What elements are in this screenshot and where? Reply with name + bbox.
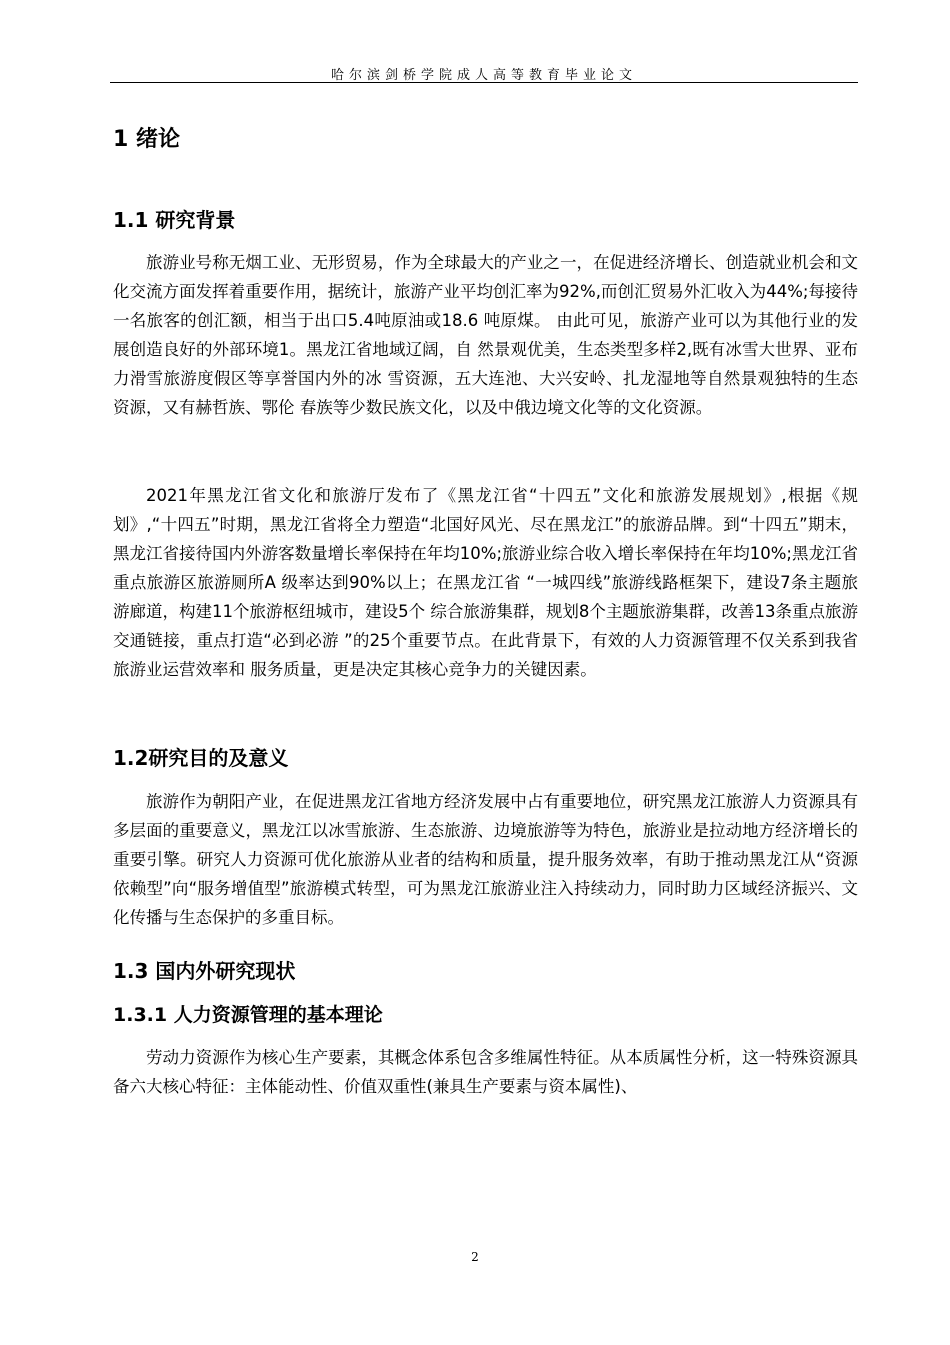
section-heading-1-3-1: 1.3.1 人力资源管理的基本理论 — [113, 1004, 383, 1026]
section-heading-1-2: 1.2研究目的及意义 — [113, 746, 289, 770]
page-header: 哈尔滨剑桥学院成人高等教育毕业论文 — [330, 68, 637, 83]
page-number: 2 — [471, 1250, 479, 1264]
section-heading-1-1: 1.1 研究背景 — [113, 208, 236, 232]
paragraph-1-1-a: 旅游业号称无烟工业、无形贸易，作为全球最大的产业之一，在促进经济增长、创造就业机会和文化交流方面发挥着重要作用，据统计，旅游产业平均创汇率为92%,而创汇贸易外汇收入为44%;每接待一名旅客的创汇额，相当于出口5.4吨原油或18.6 吨原煤。 由此可见，旅游产业可以为其他行业的发展创造良好的外部环境1。黑龙江省地域辽阔，自 然景观优美，生态类型多样2,既有冰雪大世界、亚布力滑雪旅游度假区等享誉国内外的冰 雪资源，五大连池、大兴安岭、扎龙湿地等自然景观独特的生态资源，又有赫哲族、鄂伦 春族等少数民族文化，以及中俄边境文化等的文化资源。 — [113, 253, 858, 417]
paragraph-1-1-b: 2021年黑龙江省文化和旅游厅发布了《黑龙江省“十四五”文化和旅游发展规划》,根据《规划》,“十四五”时期，黑龙江省将全力塑造“北国好风光、尽在黑龙江”的旅游品牌。到“十四五”期末，黑龙江省接待国内外游客数量增长率保持在年均10%;旅游业综合收入增长率保持在年均10%;黑龙江省重点旅游区旅游厕所A 级率达到90%以上；在黑龙江省 “一城四线”旅游线路框架下，建设7条主题旅游廊道，构建11个旅游枢纽城市，建设5个 综合旅游集群，规划8个主题旅游集群，改善13条重点旅游交通链接，重点打造“必到必游 ”的25个重要节点。在此背景下，有效的人力资源管理不仅关系到我省旅游业运营效率和 服务质量，更是决定其核心竞争力的关键因素。 — [113, 486, 858, 679]
paragraph-1-3-1: 劳动力资源作为核心生产要素，其概念体系包含多维属性特征。从本质属性分析，这一特殊资源具备六大核心特征：主体能动性、价值双重性(兼具生产要素与资本属性)、 — [113, 1048, 858, 1096]
header-divider — [110, 82, 858, 83]
paragraph-1-2: 旅游作为朝阳产业，在促进黑龙江省地方经济发展中占有重要地位，研究黑龙江旅游人力资源具有多层面的重要意义，黑龙江以冰雪旅游、生态旅游、边境旅游等为特色，旅游业是拉动地方经济增长的重要引擎。研究人力资源可优化旅游从业者的结构和质量，提升服务效率，有助于推动黑龙江从“资源依赖型”向“服务增值型”旅游模式转型，可为黑龙江旅游业注入持续动力，同时助力区域经济振兴、文化传播与生态保护的多重目标。 — [113, 792, 858, 927]
section-heading-1-3: 1.3 国内外研究现状 — [113, 959, 296, 983]
chapter-heading: 1 绪论 — [113, 127, 180, 152]
